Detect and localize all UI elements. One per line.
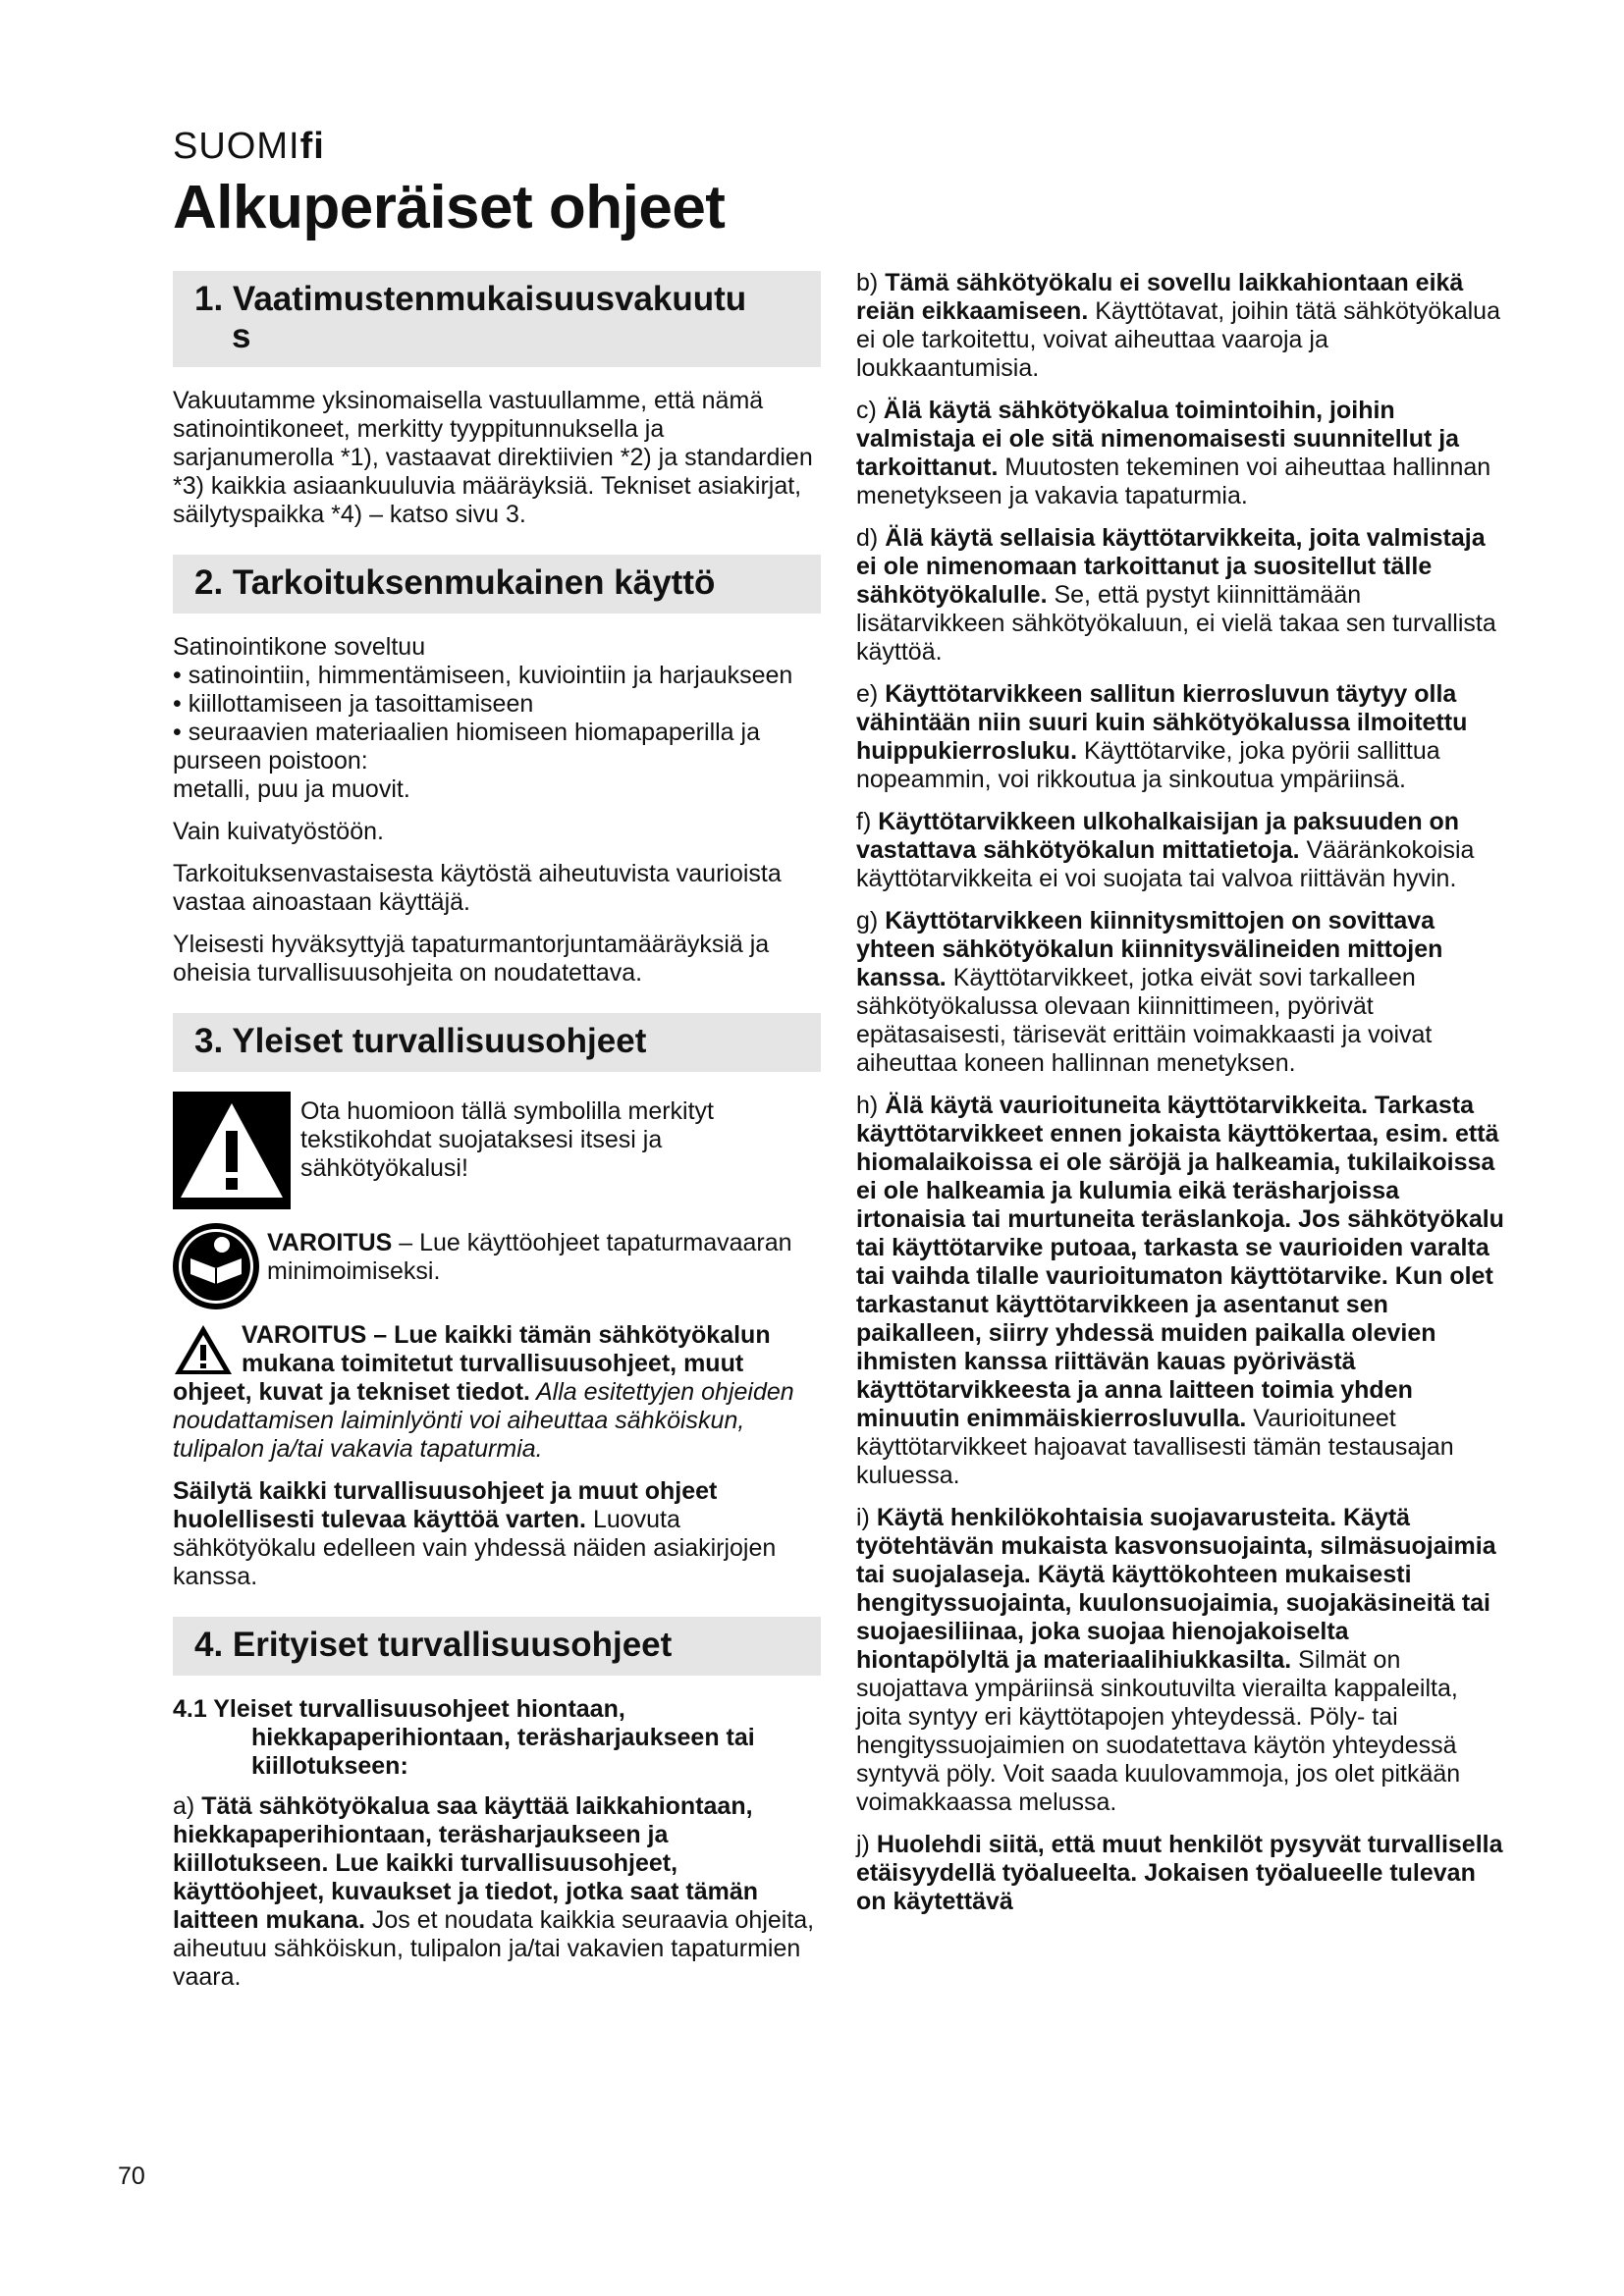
- warning-triangle-icon: [173, 1323, 234, 1376]
- list-item: • seuraavien materiaalien hiomiseen hiomapaperilla ja purseen poistoon:: [173, 719, 821, 775]
- misuse-text: Tarkoituksenvastaisesta käytöstä aiheutuvista vaurioista vastaa ainoastaan käyttäjä.: [173, 860, 782, 916]
- item-b: b) Tämä sähkötyökalu ei sovellu laikkahiontaan eikä reiän eikkaamiseen. Käyttötavat, joihin tätä sähkötyökalua ei ole tarkoitettu, voivat aiheuttaa vaaroja ja loukkaantumisia.: [856, 269, 1500, 382]
- item-a: a) Tätä sähkötyökalua saa käyttää laikkahiontaan, hiekkapaperihiontaan, teräsharjaukseen ja kiillotukseen. Lue kaikki turvallisuusohjeet, käyttöohjeet, kuvaukset ja tiedot, jotka saat tämän laitteen mukana. Jos et noudata kaikkia seuraavia ohjeita, aiheutuu sähköiskun, tulipalon ja/tai vakavien tapaturmien vaara.: [173, 1792, 815, 1991]
- keep-instructions: Säilytä kaikki turvallisuusohjeet ja muut ohjeet huolellisesti tulevaa käyttöä varten. Luovuta sähkötyökalu edelleen vain yhdessä näiden asiakirjojen kanssa.: [173, 1477, 777, 1590]
- read-manual-note: VAROITUS – Lue käyttöohjeet tapaturmavaaran minimoimiseksi.: [173, 1223, 821, 1309]
- read-manual-icon: [173, 1223, 259, 1309]
- left-column: [173, 271, 821, 2005]
- section-heading-3: 3. Yleiset turvallisuusohjeet: [173, 1013, 821, 1072]
- conformity-text: Vakuutamme yksinomaisella vastuullamme, että nämä satinointikoneet, merkitty tyyppitunnuksella ja sarjanumerolla *1), vastaavat direktiivien *2) ja standardien *3) kaikkia asiaankuuluvia määräyksiä. Tekniset asiakirjat, säilytyspaikka *4) – katso sivu 3.: [173, 387, 813, 528]
- page-number: 70: [118, 2163, 145, 2190]
- subsection-heading-4-1: 4.1 Yleiset turvallisuusohjeet hiontaan, hiekkapaperihiontaan, teräsharjaukseen tai kiillotukseen:: [173, 1695, 755, 1780]
- item-g: g) Käyttötarvikkeen kiinnitysmittojen on sovittava yhteen sähkötyökalun kiinnitysvälineiden mittojen kanssa. Käyttötarvikkeet, jotka eivät sovi tarkalleen sähkötyökalussa olevaan kiinnittimeen, pyörivät epätasaisesti, tärisevät erittäin voimakkaasti ja voivat aiheuttaa koneen hallinnan menetyksen.: [856, 907, 1443, 1077]
- dry-work-text: Vain kuivatyöstöön.: [173, 818, 384, 845]
- section-heading-1: 1. Vaatimustenmukaisuusvakuutu s: [173, 271, 821, 367]
- item-f: f) Käyttötarvikkeen ulkohalkaisijan ja paksuuden on vastattava sähkötyökalun mittatietoja. Vääränkokoisia käyttötarvikkeita ei voi suojata tai valvoa riittävän hyvin.: [856, 808, 1475, 892]
- warning-read-all: VAROITUS – Lue kaikki tämän sähkötyökalun mukana toimitetut turvallisuusohjeet, muut ohjeet, kuvat ja tekniset tiedot. Alla esitettyjen ohjeiden noudattamisen laiminlyönti voi aiheuttaa sähköiskun, tulipalon ja/tai vakavia tapaturmia.: [173, 1321, 794, 1463]
- language-label: SUOMIfi: [173, 126, 325, 167]
- item-e: e) Käyttötarvikkeen sallitun kierrosluvun täytyy olla vähintään niin suuri kuin sähkötyökalussa ilmoitettu huippukierrosluku. Käyttötarvike, joka pyörii sallittua nopeammin, voi rikkoutua ja sinkoutua ympäriinsä.: [856, 680, 1468, 793]
- page-title: Alkuperäiset ohjeet: [173, 174, 726, 241]
- intended-use: Satinointikone soveltuu • satinointiin, himmentämiseen, kuviointiin ja harjaukseen • kiillottamiseen ja tasoittamiseen • seuraavien materiaalien hiomiseen hiomapaperilla ja purseen poistoon: metalli, puu ja muovit.: [173, 633, 821, 804]
- list-item: • satinointiin, himmentämiseen, kuviointiin ja harjaukseen: [173, 662, 821, 690]
- right-column: [856, 269, 1504, 1930]
- item-i: i) Käytä henkilökohtaisia suojavarusteita. Käytä työtehtävän mukaista kasvonsuojainta, silmäsuojaimia tai suojalaseja. Käytä käyttökohteen mukaisesti hengityssuojainta, kuulonsuojaimia, suojakäsineitä tai suojaesiliinaa, joka suojaa hienojakoiselta hiontapölyltä ja materiaalihiukkasilta. Silmät on suojattava ympäriinsä sinkoutuvilta vierailta kappaleilta, joita syntyy eri käyttötapojen yhteydessä. Pöly- tai hengityssuojaimien on suodatettava käytön yhteydessä syntyvä pöly. Voit saada kuulovammoja, jos olet pitkään voimakkaassa melussa.: [856, 1504, 1496, 1816]
- item-d: d) Älä käytä sellaisia käyttötarvikkeita, joita valmistaja ei ole nimenomaan tarkoittanut ja suositellut tälle sähkötyökalulle. Se, että pystyt kiinnittämään lisätarvikkeen sähkötyökaluun, ei vielä takaa sen turvallista käyttöä.: [856, 524, 1496, 666]
- rules-text: Yleisesti hyväksyttyjä tapaturmantorjuntamääräyksiä ja oheisia turvallisuusohjeita on noudatettava.: [173, 931, 770, 987]
- symbol-note: Ota huomioon tällä symbolilla merkityt tekstikohdat suojataksesi itsesi ja sähkötyökalusi!: [173, 1092, 821, 1209]
- section-heading-4: 4. Erityiset turvallisuusohjeet: [173, 1617, 821, 1676]
- item-j: j) Huolehdi siitä, että muut henkilöt pysyvät turvallisella etäisyydellä työalueelta. Jokaisen työalueelle tulevan on käytettävä: [856, 1831, 1503, 1915]
- warning-triangle-icon: [173, 1092, 291, 1209]
- list-item: • kiillottamiseen ja tasoittamiseen: [173, 690, 821, 719]
- item-h: h) Älä käytä vaurioituneita käyttötarvikkeita. Tarkasta käyttötarvikkeet ennen jokaista käyttökertaa, esim. että hiomalaikoissa ei ole säröjä ja halkeamia, tukilaikoissa ei ole halkeamia ja kulumia eikä teräsharjoissa irtonaisia tai murtuneita teräslankoja. Jos sähkötyökalu tai käyttötarvike putoaa, tarkasta se vaurioiden varalta tai vaihda tilalle vaurioitumaton käyttötarvike. Kun olet tarkastanut käyttötarvikkeen ja asentanut sen paikalleen, siirry yhdessä muiden paikalla olevien ihmisten kanssa riittävän kauas pyörivästä käyttötarvikkeesta ja anna laitteen toimia yhden minuutin enimmäiskierrosluvulla. Vaurioituneet käyttötarvikkeet hajoavat tavallisesti tämän testausajan kuluessa.: [856, 1092, 1504, 1489]
- item-c: c) Älä käytä sähkötyökalua toimintoihin, joihin valmistaja ei ole sitä nimenomaisesti suunnitellut ja tarkoittanut. Muutosten tekeminen voi aiheuttaa hallinnan menetykseen ja vakavia tapaturmia.: [856, 397, 1491, 509]
- section-heading-2: 2. Tarkoituksenmukainen käyttö: [173, 555, 821, 614]
